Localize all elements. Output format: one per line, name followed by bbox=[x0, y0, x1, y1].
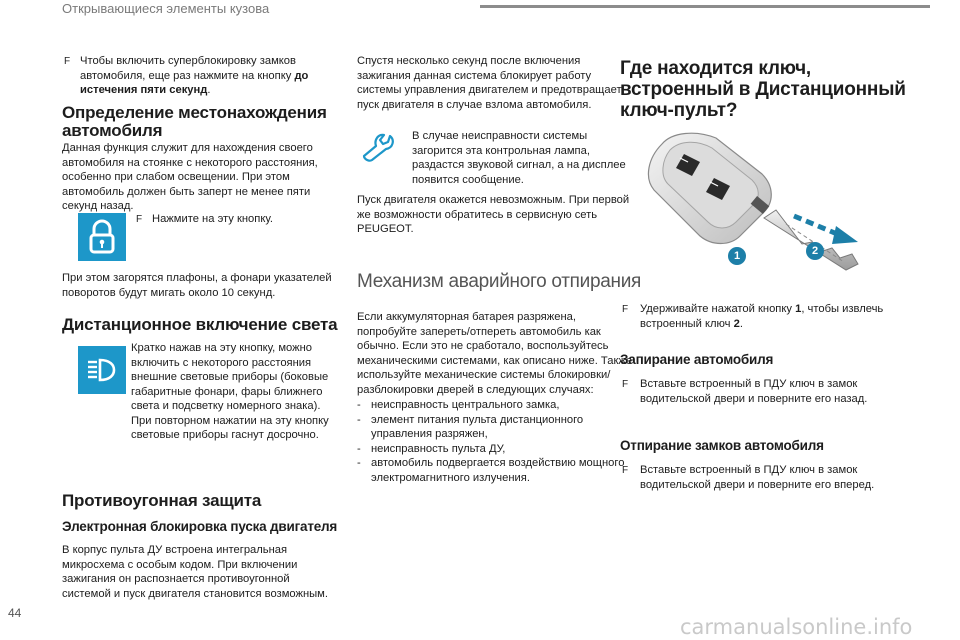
intro-bold-text: до истечения пяти секунд bbox=[80, 69, 309, 96]
header-rule bbox=[480, 5, 930, 8]
service-wrench-icon bbox=[360, 128, 404, 168]
remote-lighting-paragraph: Кратко нажав на эту кнопку, можно включить с некоторого расстояния внешние световые приборы (боковые габаритные фонари, фары ближнего света и подсветку номерного знака). При повторном нажатии на эту кнопку световые приборы гаснут досрочно. bbox=[131, 342, 329, 441]
antitheft-heading: Противоугонная защита bbox=[62, 491, 262, 510]
list-item: - неисправность центрального замка, bbox=[357, 398, 627, 413]
ref-2: 2 bbox=[733, 317, 740, 330]
extract-key-paragraph bbox=[640, 302, 908, 331]
locate-heading-line1: Определение местонахождения bbox=[62, 103, 327, 122]
bullet-marker: F bbox=[622, 379, 629, 390]
key-fob-illustration bbox=[636, 128, 896, 292]
locate-paragraph: Данная функция служит для нахождения своего автомобиля на стоянке с некоторого расстояния, особенно при слабом освещении. При этом автомобиль должен быть заперт не менее пяти секунд назад. bbox=[62, 142, 318, 212]
fault-paragraph: В случае неисправности системы загорится эта контрольная лампа, раздастся звуковой сигнал, а на дисплее появится сообщение. bbox=[412, 130, 626, 186]
bullet-marker: F bbox=[622, 465, 629, 476]
callout-2: 2 bbox=[806, 242, 824, 260]
immobilizer-paragraph: В корпус пульта ДУ встроена интегральная микросхема с особым кодом. При включении зажигания он распознается противоугонной системой и пуск двигателя становится возможным. bbox=[62, 544, 328, 600]
press-button-text: Нажмите на эту кнопку. bbox=[152, 213, 273, 225]
unlocking-heading: Отпирание замков автомобиля bbox=[620, 438, 824, 453]
extract-text-b: , чтобы извлечь встроенный ключ bbox=[640, 303, 884, 330]
extract-text-c: . bbox=[739, 317, 743, 330]
extract-text-a: Удерживайте нажатой кнопку bbox=[640, 303, 792, 315]
intro-text: Чтобы включить суперблокировку замков автомобиля, еще раз нажмите на кнопку bbox=[80, 55, 296, 82]
page-number: 44 bbox=[8, 606, 22, 620]
failure-cases-list bbox=[357, 398, 627, 485]
key-location-heading-line2: встроенный в Дистанционный bbox=[620, 79, 906, 100]
intro-end: . bbox=[207, 84, 211, 96]
list-item: - автомобиль подвергается воздействию мощного электромагнитного излучения. bbox=[357, 456, 627, 485]
locking-paragraph: Вставьте встроенный в ПДУ ключ в замок водительской двери и поверните его назад. bbox=[640, 378, 868, 405]
intro-paragraph bbox=[80, 54, 342, 98]
immobilizer-continued-paragraph: Спустя несколько секунд после включения зажигания данная система блокирует работу системы управления двигателем и предотвращает пуск двигателя в случае взлома автомобиля. bbox=[357, 55, 622, 111]
locate-heading-line2: автомобиля bbox=[62, 121, 163, 140]
bullet-marker: F bbox=[64, 56, 71, 67]
headlight-icon bbox=[78, 346, 126, 394]
running-header: Открывающиеся элементы кузова bbox=[62, 1, 270, 16]
key-location-heading-line1: Где находится ключ, bbox=[620, 58, 811, 79]
callout-1: 1 bbox=[728, 247, 746, 265]
lock-button-icon bbox=[78, 213, 126, 261]
lights-paragraph: При этом загорятся плафоны, а фонари указателей поворотов будут мигать около 10 секунд. bbox=[62, 272, 332, 299]
list-item: - элемент питания пульта дистанционного управления разряжен, bbox=[357, 413, 627, 442]
emergency-unlock-heading: Механизм аварийного отпирания bbox=[357, 271, 642, 292]
key-location-heading-line3: ключ-пульт? bbox=[620, 100, 738, 121]
emergency-unlock-paragraph: Если аккумуляторная батарея разряжена, попробуйте запереть/отпереть автомобиль как обычно. Если это не сработало, воспользуйтесь механическими системами, как описано ниже. Также используйте механические системы блокировки/разблокировки дверей в следующих случаях: bbox=[357, 311, 633, 396]
bullet-marker: F bbox=[136, 214, 143, 225]
locking-heading: Запирание автомобиля bbox=[620, 352, 774, 367]
remote-lighting-heading: Дистанционное включение света bbox=[62, 315, 338, 334]
list-item: - неисправность пульта ДУ, bbox=[357, 442, 627, 457]
ref-1: 1 bbox=[795, 303, 802, 315]
immobilizer-heading: Электронная блокировка пуска двигателя bbox=[62, 519, 338, 534]
watermark: carmanualsonline.info bbox=[680, 615, 913, 639]
bullet-marker: F bbox=[622, 304, 629, 315]
unlocking-paragraph: Вставьте встроенный в ПДУ ключ в замок водительской двери и поверните его вперед. bbox=[640, 464, 875, 491]
engine-start-paragraph: Пуск двигателя окажется невозможным. При первой же возможности обратитесь в сервисную сеть PEUGEOT. bbox=[357, 194, 630, 235]
